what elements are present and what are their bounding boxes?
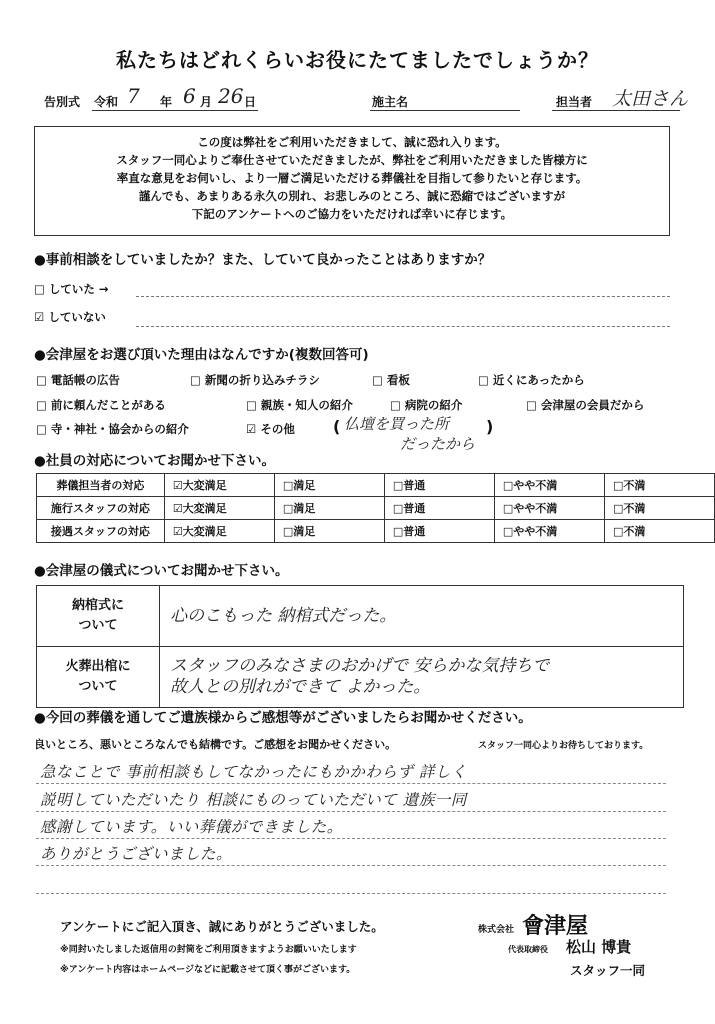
rating-cell[interactable]: ☑大変満足	[164, 474, 274, 497]
page-title: 私たちはどれくらいお役にたてましたでしょうか？	[116, 48, 599, 72]
reason-option[interactable]: □ 親族・知人の紹介	[246, 398, 353, 412]
rating-cell[interactable]: □普通	[384, 497, 494, 520]
thanks-text: アンケートにご記入頂き、誠にありがとうございました。	[60, 919, 384, 934]
comment-line	[36, 865, 666, 866]
encoffin-label-line: 納棺式に	[71, 598, 124, 613]
cremation-answer-line: スタッフのみなさまのおかげで 安らかな気持ちで	[170, 656, 550, 676]
table-row	[37, 520, 715, 543]
table-row	[37, 647, 684, 708]
row-label: 葬儀担当者の対応	[37, 474, 165, 497]
rating-cell[interactable]: □不満	[604, 474, 714, 497]
comment-text[interactable]: 急なことで 事前相談もしてなかったにもかかわらず 詳しく	[40, 763, 467, 781]
chief-mourner-underline	[370, 110, 520, 111]
rep-name: 松山 博貴	[566, 938, 632, 956]
q2-title: ●会津屋をお選び頂いた理由はなんですか(複数回答可)	[34, 347, 369, 363]
staff-value: 太田さん	[612, 88, 689, 110]
reason-option[interactable]: □ 近くにあったから	[478, 373, 585, 387]
comment-line	[36, 838, 666, 839]
q3-title: ●社員の対応についてお聞かせ下さい。	[34, 453, 276, 469]
company-prefix: 株式会社	[478, 925, 515, 935]
q5-subtitle: 良いところ、悪いところなんでも結構です。ご感想をお聞かせください。	[34, 738, 397, 751]
table-row	[37, 586, 684, 647]
rating-cell[interactable]: □満足	[274, 520, 384, 543]
table-row	[37, 497, 715, 520]
staff-underline	[552, 110, 680, 111]
row-label: 接遇スタッフの対応	[37, 520, 165, 543]
ceremony-table	[36, 585, 684, 708]
rating-cell[interactable]: ☑大変満足	[164, 520, 274, 543]
rating-cell[interactable]: □不満	[604, 520, 714, 543]
other-reason-text: だったから	[400, 435, 476, 453]
encoffin-label	[37, 586, 160, 647]
rating-cell[interactable]: □満足	[274, 474, 384, 497]
comment-text[interactable]: ありがとうございました。	[40, 845, 233, 863]
row-label: 施行スタッフの対応	[37, 497, 165, 520]
other-reason-text: 仏壇を買った所	[344, 415, 450, 433]
rating-cell[interactable]: □満足	[274, 497, 384, 520]
other-paren-close: )	[486, 417, 494, 436]
comment-text[interactable]: 感謝しています。いい葬儀ができました。	[40, 818, 343, 836]
cremation-label	[37, 647, 160, 708]
cremation-label-line: ついて	[78, 679, 118, 694]
day-unit: 日	[244, 95, 257, 109]
month-unit: 月	[200, 95, 213, 109]
intro-box	[34, 126, 670, 236]
rating-cell[interactable]: □不満	[604, 497, 714, 520]
day-value: 26	[218, 84, 244, 108]
intro-line: 率直な意見をお伺いし、より一層ご満足いただける葬儀社を目指して参りたいと存じます。	[116, 171, 588, 185]
rating-cell[interactable]: □やや不満	[494, 497, 604, 520]
comment-line	[36, 783, 666, 784]
comment-line	[36, 893, 666, 894]
reason-option[interactable]: □ 看板	[372, 373, 410, 387]
date-underline	[92, 110, 258, 111]
cremation-answer-line: 故人との別れができて よかった。	[170, 677, 431, 697]
staff-signature: スタッフ一同	[570, 963, 646, 978]
intro-line: この度は弊社をご利用いただきまして、誠に恐れ入ります。	[197, 135, 507, 149]
reason-option-other[interactable]: ☑ その他	[246, 422, 295, 436]
cremation-label-line: 火葬出棺に	[65, 659, 131, 674]
q1-option-no[interactable]: ☑ していない	[34, 310, 106, 324]
reason-option[interactable]: □ 新聞の折り込みチラシ	[190, 373, 320, 387]
intro-line: 下記のアンケートへのご協力をいただければ幸いに存じます。	[191, 207, 513, 221]
q4-title: ●会津屋の儀式についてお聞かせ下さい。	[34, 563, 289, 579]
q5-title: ●今回の葬儀を通してご遺族様からご感想等がございましたらお聞かせください。	[34, 710, 532, 726]
era-label: 令和	[94, 95, 119, 109]
encoffin-label-line: ついて	[78, 618, 118, 633]
rating-cell[interactable]: □やや不満	[494, 474, 604, 497]
table-row	[37, 474, 715, 497]
year-unit: 年	[160, 95, 173, 109]
rating-cell[interactable]: ☑大変満足	[164, 497, 274, 520]
q5-subtitle-right: スタッフ一同心よりお待ちしております。	[478, 741, 649, 751]
reason-option[interactable]: □ 電話帳の広告	[36, 373, 120, 387]
intro-line: スタッフ一同心よりご奉仕させていただきましたが、弊社をご利用いただきました皆様方に	[116, 153, 588, 167]
comment-line	[36, 811, 666, 812]
encoffin-answer[interactable]: 心のこもった 納棺式だった。	[160, 586, 684, 647]
q1-option-yes[interactable]: □ していた →	[34, 282, 109, 296]
staff-label: 担当者	[556, 95, 593, 109]
chief-mourner-label: 施主名	[372, 95, 409, 109]
cremation-answer[interactable]	[160, 647, 684, 708]
reason-option[interactable]: □ 寺・神社・協会からの紹介	[36, 422, 189, 436]
month-value: 6	[183, 84, 196, 108]
q1-answer-line	[136, 296, 670, 297]
rep-title: 代表取締役	[508, 945, 548, 954]
rating-cell[interactable]: □やや不満	[494, 520, 604, 543]
year-value: 7	[127, 84, 140, 108]
q1-title: ●事前相談をしていましたか？また、していて良かったことはありますか？	[34, 252, 492, 268]
other-paren-open: (	[333, 417, 341, 436]
rating-cell[interactable]: □普通	[384, 474, 494, 497]
rating-cell[interactable]: □普通	[384, 520, 494, 543]
reason-option[interactable]: □ 前に頼んだことがある	[36, 398, 166, 412]
reason-option[interactable]: □ 病院の紹介	[390, 398, 463, 412]
reason-option[interactable]: □ 会津屋の会員だから	[526, 398, 645, 412]
footer-note: ※同封いたしました返信用の封筒をご利用頂きますようお願いいたします	[60, 945, 357, 955]
footer-note: ※アンケート内容はホームページなどに記載させて頂く事がございます。	[60, 965, 356, 975]
intro-line: 謹んでも、あまりある永久の別れ、お悲しみのところ、誠に恐縮ではございますが	[138, 189, 566, 203]
funeral-label: 告別式	[44, 95, 81, 109]
staff-rating-table	[36, 473, 715, 543]
q1-answer-line	[136, 326, 670, 327]
comment-text[interactable]: 説明していただいたり 相談にものっていただいて 遺族一同	[40, 791, 467, 809]
company-logo: 會津屋	[522, 913, 589, 939]
